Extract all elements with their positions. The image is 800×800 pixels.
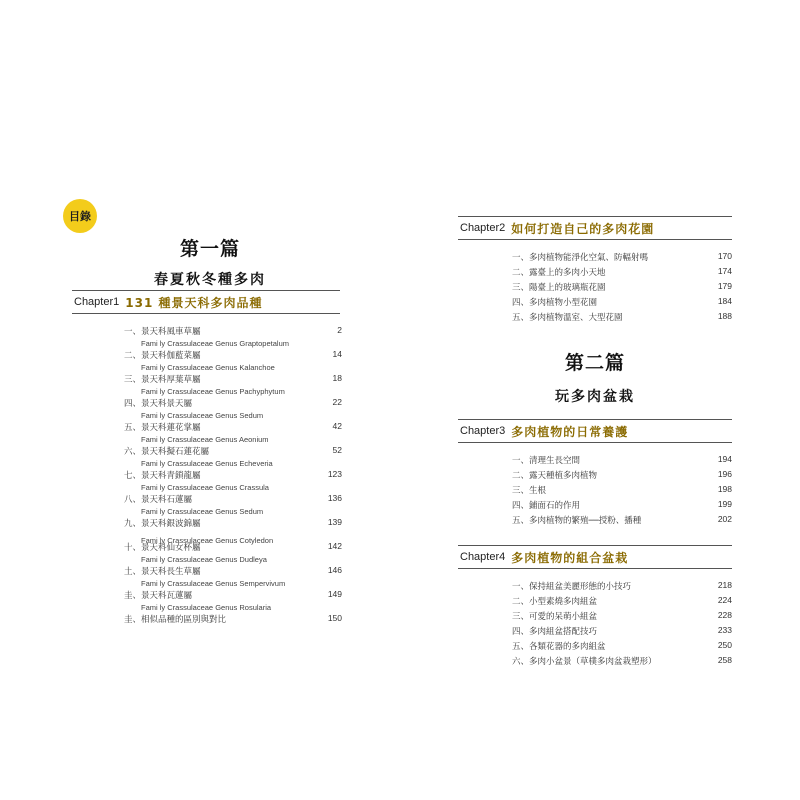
entry-title: 四、多肉植物小型花園 bbox=[512, 298, 598, 308]
entry-title: 八、景天科石蓮屬 bbox=[124, 495, 193, 505]
entry-subtitle: Fami ly Crassulaceae Genus Echeveria bbox=[141, 459, 273, 468]
entry-subtitle: Fami ly Crassulaceae Genus Dudleya bbox=[141, 555, 267, 564]
toc-entry[interactable] bbox=[512, 454, 732, 469]
entry-page: 224 bbox=[717, 595, 732, 605]
entry-title: 五、多肉植物的繁殖──授粉、播種 bbox=[512, 516, 642, 526]
entry-title: 七、景天科青鎖龍屬 bbox=[124, 471, 201, 481]
entry-subtitle: Fami ly Crassulaceae Genus Crassula bbox=[141, 483, 269, 492]
entry-page: 2 bbox=[337, 325, 342, 335]
chapter4-entries bbox=[512, 580, 732, 670]
toc-entry[interactable] bbox=[124, 517, 342, 545]
entry-subtitle: Fami ly Crassulaceae Genus Rosularia bbox=[141, 603, 272, 612]
entry-subtitle: Fami ly Crassulaceae Genus Kalanchoe bbox=[141, 363, 275, 372]
toc-entry[interactable] bbox=[512, 625, 732, 640]
entry-page: 198 bbox=[717, 484, 732, 494]
entry-page: 22 bbox=[332, 397, 342, 407]
toc-entry[interactable] bbox=[512, 514, 732, 529]
entry-title: 三、生根 bbox=[512, 486, 547, 496]
entry-page: 14 bbox=[332, 349, 342, 359]
entry-title: 一、清理生長空間 bbox=[512, 456, 581, 466]
entry-title: 四、鋪面石的作用 bbox=[512, 501, 581, 511]
entry-title: 二、露天種植多肉植物 bbox=[512, 471, 598, 481]
entry-page: 199 bbox=[717, 499, 732, 509]
entry-title: 四、多肉組盆搭配技巧 bbox=[512, 627, 598, 637]
entry-page: 170 bbox=[717, 251, 732, 261]
entry-title: 二、景天科伽藍菜屬 bbox=[124, 351, 201, 361]
toc-entry[interactable] bbox=[512, 311, 732, 326]
chapter1-header bbox=[72, 290, 340, 314]
toc-entry[interactable] bbox=[512, 266, 732, 281]
chapter4-label: Chapter4 bbox=[460, 551, 506, 563]
chapter3-title: 多肉植物的日常養護 bbox=[511, 424, 629, 439]
entry-page: 228 bbox=[717, 610, 732, 620]
entry-page: 136 bbox=[327, 493, 342, 503]
toc-entry[interactable] bbox=[124, 589, 342, 613]
part-two-number: 第二篇 bbox=[564, 352, 625, 374]
entry-page: 202 bbox=[717, 514, 732, 524]
toc-entry[interactable] bbox=[512, 484, 732, 499]
chapter3-entries bbox=[512, 454, 732, 529]
entry-page: 52 bbox=[332, 445, 342, 455]
entry-subtitle: Fami ly Crassulaceae Genus Graptopetalum bbox=[141, 339, 289, 348]
entry-page: 179 bbox=[717, 281, 732, 291]
entry-page: 188 bbox=[717, 311, 732, 321]
toc-entry[interactable] bbox=[512, 469, 732, 484]
entry-title: 六、景天科擬石蓮花屬 bbox=[124, 447, 210, 457]
chapter3-label: Chapter3 bbox=[460, 425, 506, 437]
entry-title: 圭、相似品種的區別與對比 bbox=[124, 615, 227, 625]
entry-page: 250 bbox=[717, 640, 732, 650]
entry-title: 五、景天科蓮花掌屬 bbox=[124, 423, 201, 433]
entry-title: 三、景天科厚葉草屬 bbox=[124, 375, 201, 385]
chapter1-title: 131 種景天科多肉品種 bbox=[125, 295, 263, 310]
entry-title: 十、景天科仙女杯屬 bbox=[124, 543, 201, 553]
entry-page: 146 bbox=[327, 565, 342, 575]
entry-subtitle: Fami ly Crassulaceae Genus Sempervivum bbox=[141, 579, 286, 588]
toc-entry[interactable] bbox=[124, 445, 342, 469]
entry-page: 184 bbox=[717, 296, 732, 306]
entry-title: 五、各類花器的多肉組盆 bbox=[512, 642, 606, 652]
entry-subtitle: Fami ly Crassulaceae Genus Sedum bbox=[141, 411, 264, 420]
toc-entry[interactable] bbox=[512, 580, 732, 595]
toc-badge: 目錄 bbox=[63, 199, 97, 233]
entry-page: 123 bbox=[327, 469, 342, 479]
entry-page: 196 bbox=[717, 469, 732, 479]
toc-entry[interactable] bbox=[124, 325, 342, 349]
entry-title: 五、多肉植物溫室、大型花園 bbox=[512, 313, 623, 323]
toc-entry[interactable] bbox=[124, 397, 342, 421]
entry-title: 圭、景天科瓦蓮屬 bbox=[124, 591, 193, 601]
entry-page: 149 bbox=[327, 589, 342, 599]
entry-page: 218 bbox=[717, 580, 732, 590]
toc-entry[interactable] bbox=[124, 469, 342, 493]
entry-page: 174 bbox=[717, 266, 732, 276]
chapter2-header bbox=[458, 216, 732, 240]
part-two-title: 玩多肉盆栽 bbox=[555, 389, 635, 405]
entry-title: 二、小型素燒多肉組盆 bbox=[512, 597, 598, 607]
toc-entry[interactable] bbox=[512, 296, 732, 311]
chapter2-entries bbox=[512, 251, 732, 326]
chapter2-title: 如何打造自己的多肉花園 bbox=[511, 221, 655, 236]
entry-title: 九、景天科銀波錦屬 bbox=[124, 519, 201, 529]
entry-title: 二、露臺上的多肉小天地 bbox=[512, 268, 606, 278]
entry-page: 142 bbox=[327, 541, 342, 551]
entry-title: 四、景天科景天屬 bbox=[124, 399, 193, 409]
entry-title: 一、保持組盆美麗形態的小技巧 bbox=[512, 582, 632, 592]
entry-page: 258 bbox=[717, 655, 732, 665]
toc-entry[interactable] bbox=[512, 610, 732, 625]
chapter1-label: Chapter1 bbox=[74, 296, 120, 308]
part-one-title: 春夏秋冬種多肉 bbox=[154, 272, 266, 288]
part-one-number: 第一篇 bbox=[179, 238, 240, 260]
entry-subtitle: Fami ly Crassulaceae Genus Aeonium bbox=[141, 435, 269, 444]
toc-entry[interactable] bbox=[512, 640, 732, 655]
entry-page: 42 bbox=[332, 421, 342, 431]
entry-page: 233 bbox=[717, 625, 732, 635]
entry-title: 一、多肉植物能淨化空氣、防輻射嗎 bbox=[512, 253, 649, 263]
toc-entry[interactable] bbox=[124, 493, 342, 517]
toc-entry[interactable] bbox=[512, 281, 732, 296]
toc-entry[interactable] bbox=[124, 373, 342, 397]
toc-entry[interactable] bbox=[512, 499, 732, 514]
entry-title: 三、陽臺上的玻璃瓶花園 bbox=[512, 283, 606, 293]
chapter4-title: 多肉植物的組合盆栽 bbox=[511, 550, 629, 565]
toc-entry[interactable] bbox=[124, 541, 342, 565]
toc-entry[interactable] bbox=[124, 613, 342, 629]
entry-title: 土、景天科長生草屬 bbox=[124, 567, 201, 577]
entry-page: 139 bbox=[327, 517, 342, 527]
toc-entry[interactable] bbox=[512, 655, 732, 670]
chapter2-label: Chapter2 bbox=[460, 222, 506, 234]
entry-subtitle: Fami ly Crassulaceae Genus Pachyphytum bbox=[141, 387, 285, 396]
entry-subtitle: Fami ly Crassulaceae Genus Sedum bbox=[141, 507, 264, 516]
chapter1-entries bbox=[124, 325, 342, 629]
toc-entry[interactable] bbox=[512, 251, 732, 266]
entry-page: 18 bbox=[332, 373, 342, 383]
entry-page: 194 bbox=[717, 454, 732, 464]
part-two-heading bbox=[495, 348, 695, 406]
entry-subtitle: Fami ly Crassulaceae Genus Cotyledon bbox=[141, 536, 274, 545]
toc-entry[interactable] bbox=[124, 421, 342, 445]
entry-title: 六、多肉小盆景（草樸多肉盆栽塑形） bbox=[512, 657, 657, 667]
toc-entry[interactable] bbox=[124, 565, 342, 589]
toc-entry[interactable] bbox=[512, 595, 732, 610]
entry-page: 150 bbox=[327, 613, 342, 623]
toc-entry[interactable] bbox=[124, 349, 342, 373]
entry-title: 三、可愛的呆萌小組盆 bbox=[512, 612, 598, 622]
chapter4-header bbox=[458, 545, 732, 569]
part-one-heading bbox=[110, 234, 310, 289]
entry-title: 一、景天科風車草屬 bbox=[124, 327, 201, 337]
chapter3-header bbox=[458, 419, 732, 443]
